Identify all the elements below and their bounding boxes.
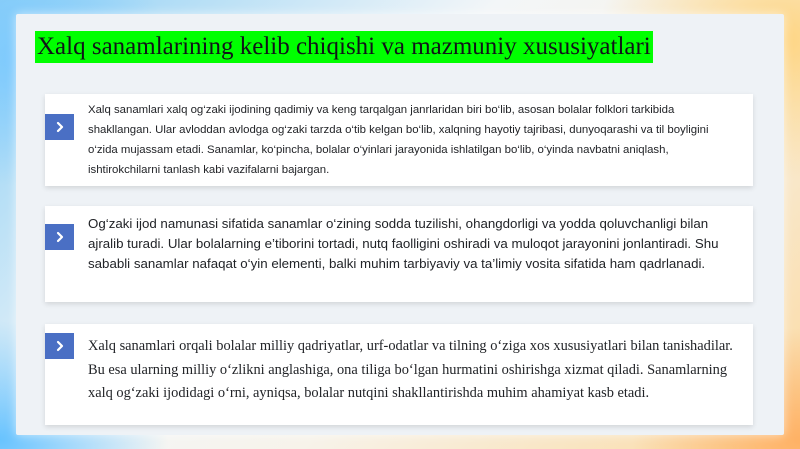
content-card-1 bbox=[45, 94, 753, 186]
card-text: Og‘zaki ijod namunasi sifatida sanamlar o‘zining sodda tuzilishi, ohangdorligi va yodda qoluvchanligi bilan ajralib turadi. Ular bolalarning e’tiborini tortadi, nutq faolligini oshiradi va muloqot jarayonini jonlantiradi. Shu sababli sanamlar nafaqat o‘yin elementi, balki muhim tarbiyaviy va ta’limiy vosita sifatida ham qadrlanadi. bbox=[88, 216, 719, 271]
slide bbox=[16, 14, 784, 435]
slide-title: Xalq sanamlarining kelib chiqishi va mazmuniy xususiyatlari bbox=[35, 31, 653, 63]
content-card-2 bbox=[45, 206, 753, 302]
chevron-right-icon bbox=[45, 333, 74, 359]
card-text: Xalq sanamlari orqali bolalar milliy qadriyatlar, urf-odatlar va tilning o‘ziga xos xususiyatlari bilan tanishadilar. Bu esa ularning milliy o‘zlikni anglashiga, ona tiliga bo‘lgan hurmatini oshirishga xizmat qiladi. Sanamlarning xalq og‘zaki ijodidagi o‘rni, ayniqsa, bolalar nutqini shakllantirishda muhim ahamiyat kasb etadi. bbox=[88, 338, 733, 401]
card-text: Xalq sanamlari xalq og‘zaki ijodining qadimiy va keng tarqalgan janrlaridan biri bo‘lib, asosan bolalar folklori tarkibida shakllangan. Ular avloddan avlodga og‘zaki tarzda o‘tib kelgan bo‘lib, xalqning hayotiy tajribasi, dunyoqarashi va til boyligini o‘zida mujassam etadi. Sanamlar, ko‘pincha, bolalar o‘yinlari jarayonida ishlatilgan bo‘lib, o‘yinda navbatni aniqlash, ishtirokchilarni tanlash kabi vazifalarni bajargan. bbox=[88, 104, 709, 176]
chevron-right-icon bbox=[45, 224, 74, 250]
content-card-3 bbox=[45, 324, 753, 425]
chevron-right-icon bbox=[45, 114, 74, 140]
